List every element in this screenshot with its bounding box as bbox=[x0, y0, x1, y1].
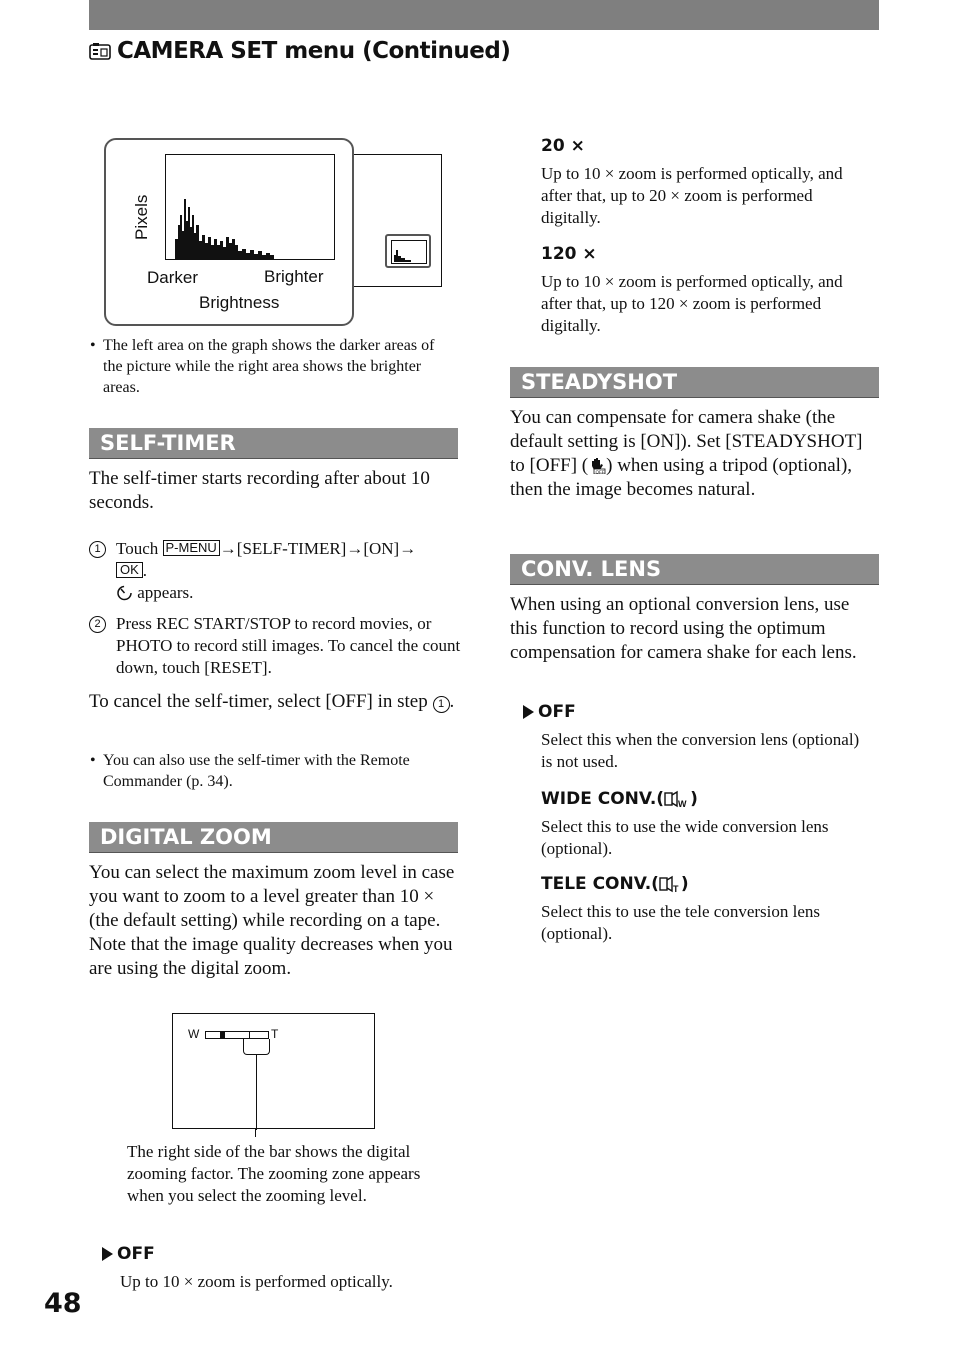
step1-number: 1 bbox=[89, 541, 106, 558]
default-arrow-icon bbox=[523, 705, 534, 719]
zoom-w-label: W bbox=[188, 1027, 200, 1041]
page-title-text: CAMERA SET menu (Continued) bbox=[117, 38, 511, 64]
svg-text:T: T bbox=[672, 884, 679, 894]
self-timer-icon bbox=[116, 584, 133, 601]
wide-conv-desc: Select this to use the wide conversion lens (optional). bbox=[541, 817, 829, 858]
self-timer-note: • You can also use the self-timer with the Remote Commander (p. 34). bbox=[90, 752, 410, 790]
svg-text:W: W bbox=[678, 799, 687, 809]
histogram-brighter-label: Brighter bbox=[264, 267, 324, 286]
svg-text:OFF: OFF bbox=[595, 469, 605, 474]
self-timer-step2: 2 Press REC START/STOP to record movies, or PHOTO to record still images. To cancel the count down, touch [RESET]. bbox=[116, 613, 461, 679]
page-number: 48 bbox=[44, 1288, 82, 1319]
zoom-20x-desc: Up to 10 × zoom is performed optically, and after that, up to 20 × zoom is performed digitally. bbox=[541, 164, 843, 227]
zoom-zone-bracket bbox=[243, 1039, 270, 1055]
tele-conversion-icon bbox=[659, 874, 681, 894]
histogram-note: • The left area on the graph shows the darker areas of the picture while the right area shows the brighter areas. bbox=[90, 337, 435, 396]
steadyshot-text: You can compensate for camera shake (the default setting is [ON]). Set [STEADYSHOT] to [OFF] ( OFF ) when using a tripod (optional), then the image becomes natural. bbox=[510, 407, 863, 500]
zoom-bar-caption: The right side of the bar shows the digital zooming factor. The zooming zone appears when you select the zooming level. bbox=[127, 1142, 421, 1205]
histogram-y-label: Pixels bbox=[132, 194, 151, 240]
zoom-120x-option: 120 × bbox=[541, 244, 597, 264]
zoom-bar-figure bbox=[172, 1013, 375, 1129]
zoom-20x-option: 20 × bbox=[541, 136, 585, 156]
steadyshot-heading: STEADYSHOT bbox=[510, 367, 879, 398]
zoom-position-marker bbox=[220, 1032, 225, 1038]
wide-conversion-icon bbox=[664, 789, 690, 809]
histogram-darker-label: Darker bbox=[147, 268, 199, 287]
zoom-120x-desc: Up to 10 × zoom is performed optically, and after that, up to 120 × zoom is performed digitally. bbox=[541, 272, 843, 335]
digital-zoom-heading: DIGITAL ZOOM bbox=[89, 822, 458, 853]
digital-zoom-intro: You can select the maximum zoom level in case you want to zoom to a level greater than 10 × (the default setting) while recording on a tape. Note that the image quality decreases when you are using the digital zoom. bbox=[89, 862, 455, 979]
self-timer-cancel: To cancel the self-timer, select [OFF] in step 1 . bbox=[89, 691, 455, 712]
self-timer-heading: SELF-TIMER bbox=[89, 428, 458, 459]
histogram-figure bbox=[104, 138, 354, 326]
wide-conv-option: WIDE CONV.( W ) bbox=[541, 789, 698, 809]
ok-icon: OK bbox=[116, 562, 143, 578]
histogram-thumbnail-icon bbox=[385, 234, 431, 268]
zoom-bar bbox=[205, 1031, 269, 1039]
zoom-callout-line-tail bbox=[255, 1129, 256, 1137]
conv-off-desc: Select this when the conversion lens (optional) is not used. bbox=[541, 730, 860, 771]
histogram-x-label: Brightness bbox=[199, 293, 280, 312]
conv-lens-heading: CONV. LENS bbox=[510, 554, 879, 585]
histogram-graph bbox=[166, 155, 334, 259]
step2-number: 2 bbox=[89, 616, 106, 633]
cancel-step-number: 1 bbox=[433, 696, 450, 713]
camera-menu-icon bbox=[89, 42, 111, 60]
self-timer-intro: The self-timer starts recording after about 10 seconds. bbox=[89, 468, 430, 513]
steadyshot-off-icon bbox=[588, 457, 606, 474]
tele-conv-desc: Select this to use the tele conversion lens (optional). bbox=[541, 902, 821, 943]
zoom-off-desc: Up to 10 × zoom is performed optically. bbox=[120, 1272, 393, 1291]
zoom-callout-line bbox=[256, 1055, 257, 1130]
conv-lens-intro: When using an optional conversion lens, use this function to record using the optimum compensation for camera shake for each lens. bbox=[510, 594, 857, 663]
conv-off-option: OFF bbox=[523, 702, 576, 722]
p-menu-icon: P-MENU bbox=[163, 540, 220, 556]
zoom-t-label: T bbox=[271, 1027, 279, 1041]
histogram-frame bbox=[165, 154, 335, 260]
zoom-off-option: OFF bbox=[102, 1244, 155, 1264]
self-timer-step1: 1 Touch P-MENU →[SELF-TIMER]→[ON]→ OK . appears. bbox=[116, 538, 461, 604]
header-bar bbox=[89, 0, 879, 30]
page-title bbox=[89, 38, 510, 64]
default-arrow-icon bbox=[102, 1247, 113, 1261]
tele-conv-option: TELE CONV.( T ) bbox=[541, 874, 689, 894]
